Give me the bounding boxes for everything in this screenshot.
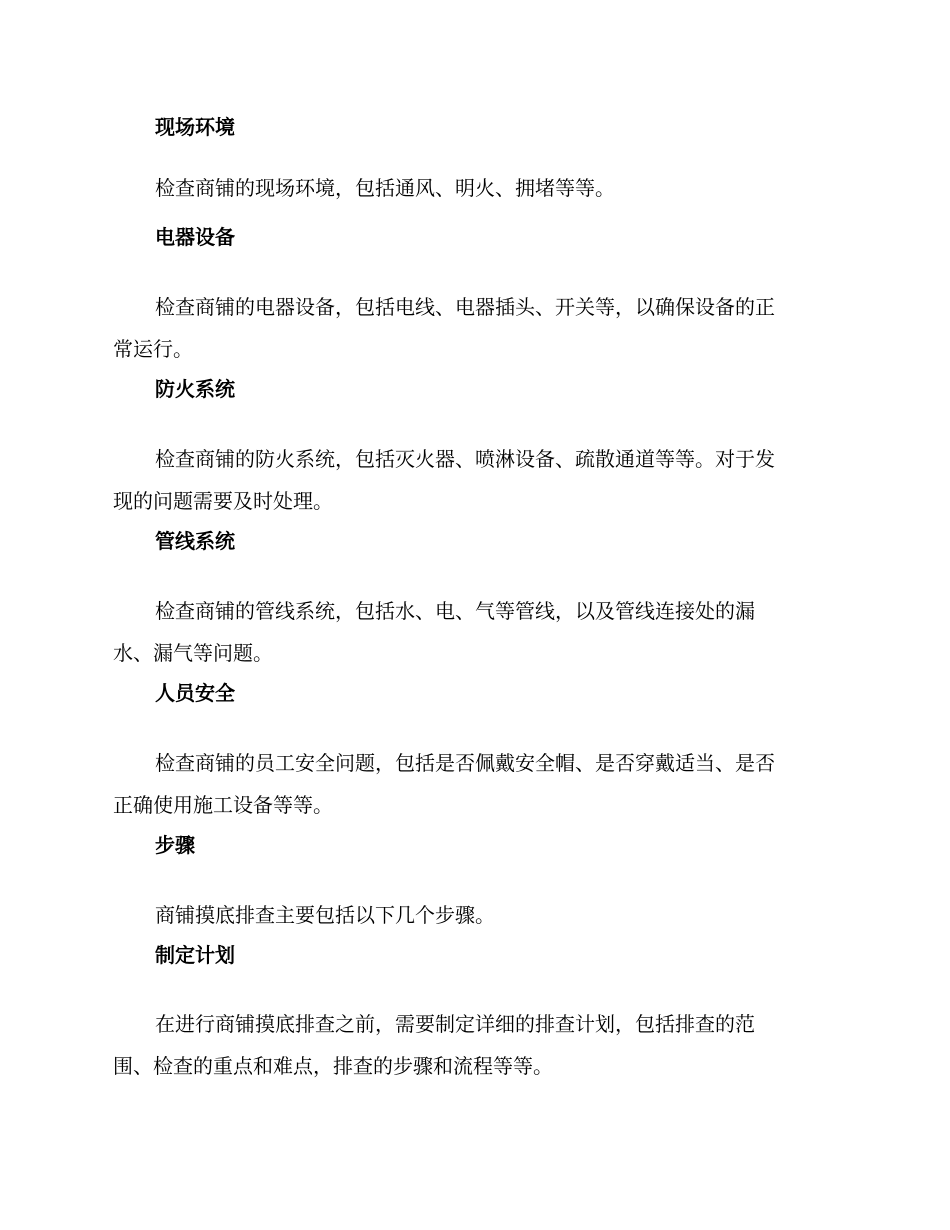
paragraph-line: 围、检查的重点和难点，排查的步骤和流程等等。: [113, 1054, 553, 1078]
section-heading: 防火系统: [155, 377, 235, 401]
section-pipeline-system: [113, 527, 831, 674]
section-heading: 步骤: [155, 833, 195, 857]
paragraph-line: 检查商铺的管线系统，包括水、电、气等管线，以及管线连接处的漏: [155, 599, 755, 623]
section-paragraph: [113, 742, 831, 826]
section-heading: 人员安全: [155, 681, 235, 705]
section-paragraph: [113, 167, 831, 209]
section-heading: 制定计划: [155, 943, 235, 967]
paragraph-line: 正确使用施工设备等等。: [113, 793, 333, 817]
section-paragraph: [113, 894, 831, 936]
paragraph-line: 现的问题需要及时处理。: [113, 489, 333, 513]
section-paragraph: [113, 1003, 831, 1087]
section-steps: [113, 831, 831, 936]
paragraph-line: 商铺摸底排查主要包括以下几个步骤。: [155, 903, 495, 927]
section-make-plan: [113, 941, 831, 1087]
paragraph-line: 水、漏气等问题。: [113, 641, 273, 665]
section-electrical-equipment: [113, 223, 831, 370]
section-paragraph: [113, 590, 831, 674]
section-paragraph: [113, 438, 831, 522]
paragraph-line: 检查商铺的现场环境，包括通风、明火、拥堵等等。: [155, 176, 615, 200]
section-personnel-safety: [113, 679, 831, 826]
section-fire-system: [113, 375, 831, 522]
paragraph-line: 在进行商铺摸底排查之前，需要制定详细的排查计划，包括排查的范: [155, 1012, 755, 1036]
paragraph-line: 检查商铺的电器设备，包括电线、电器插头、开关等，以确保设备的正: [155, 295, 775, 319]
section-heading: 管线系统: [155, 529, 235, 553]
section-site-environment: [113, 113, 831, 209]
paragraph-line: 常运行。: [113, 337, 193, 361]
section-paragraph: [113, 286, 831, 370]
paragraph-line: 检查商铺的防火系统，包括灭火器、喷淋设备、疏散通道等等。对于发: [155, 447, 775, 471]
section-heading: 现场环境: [155, 115, 235, 139]
section-heading: 电器设备: [155, 225, 235, 249]
paragraph-line: 检查商铺的员工安全问题，包括是否佩戴安全帽、是否穿戴适当、是否: [155, 751, 775, 775]
